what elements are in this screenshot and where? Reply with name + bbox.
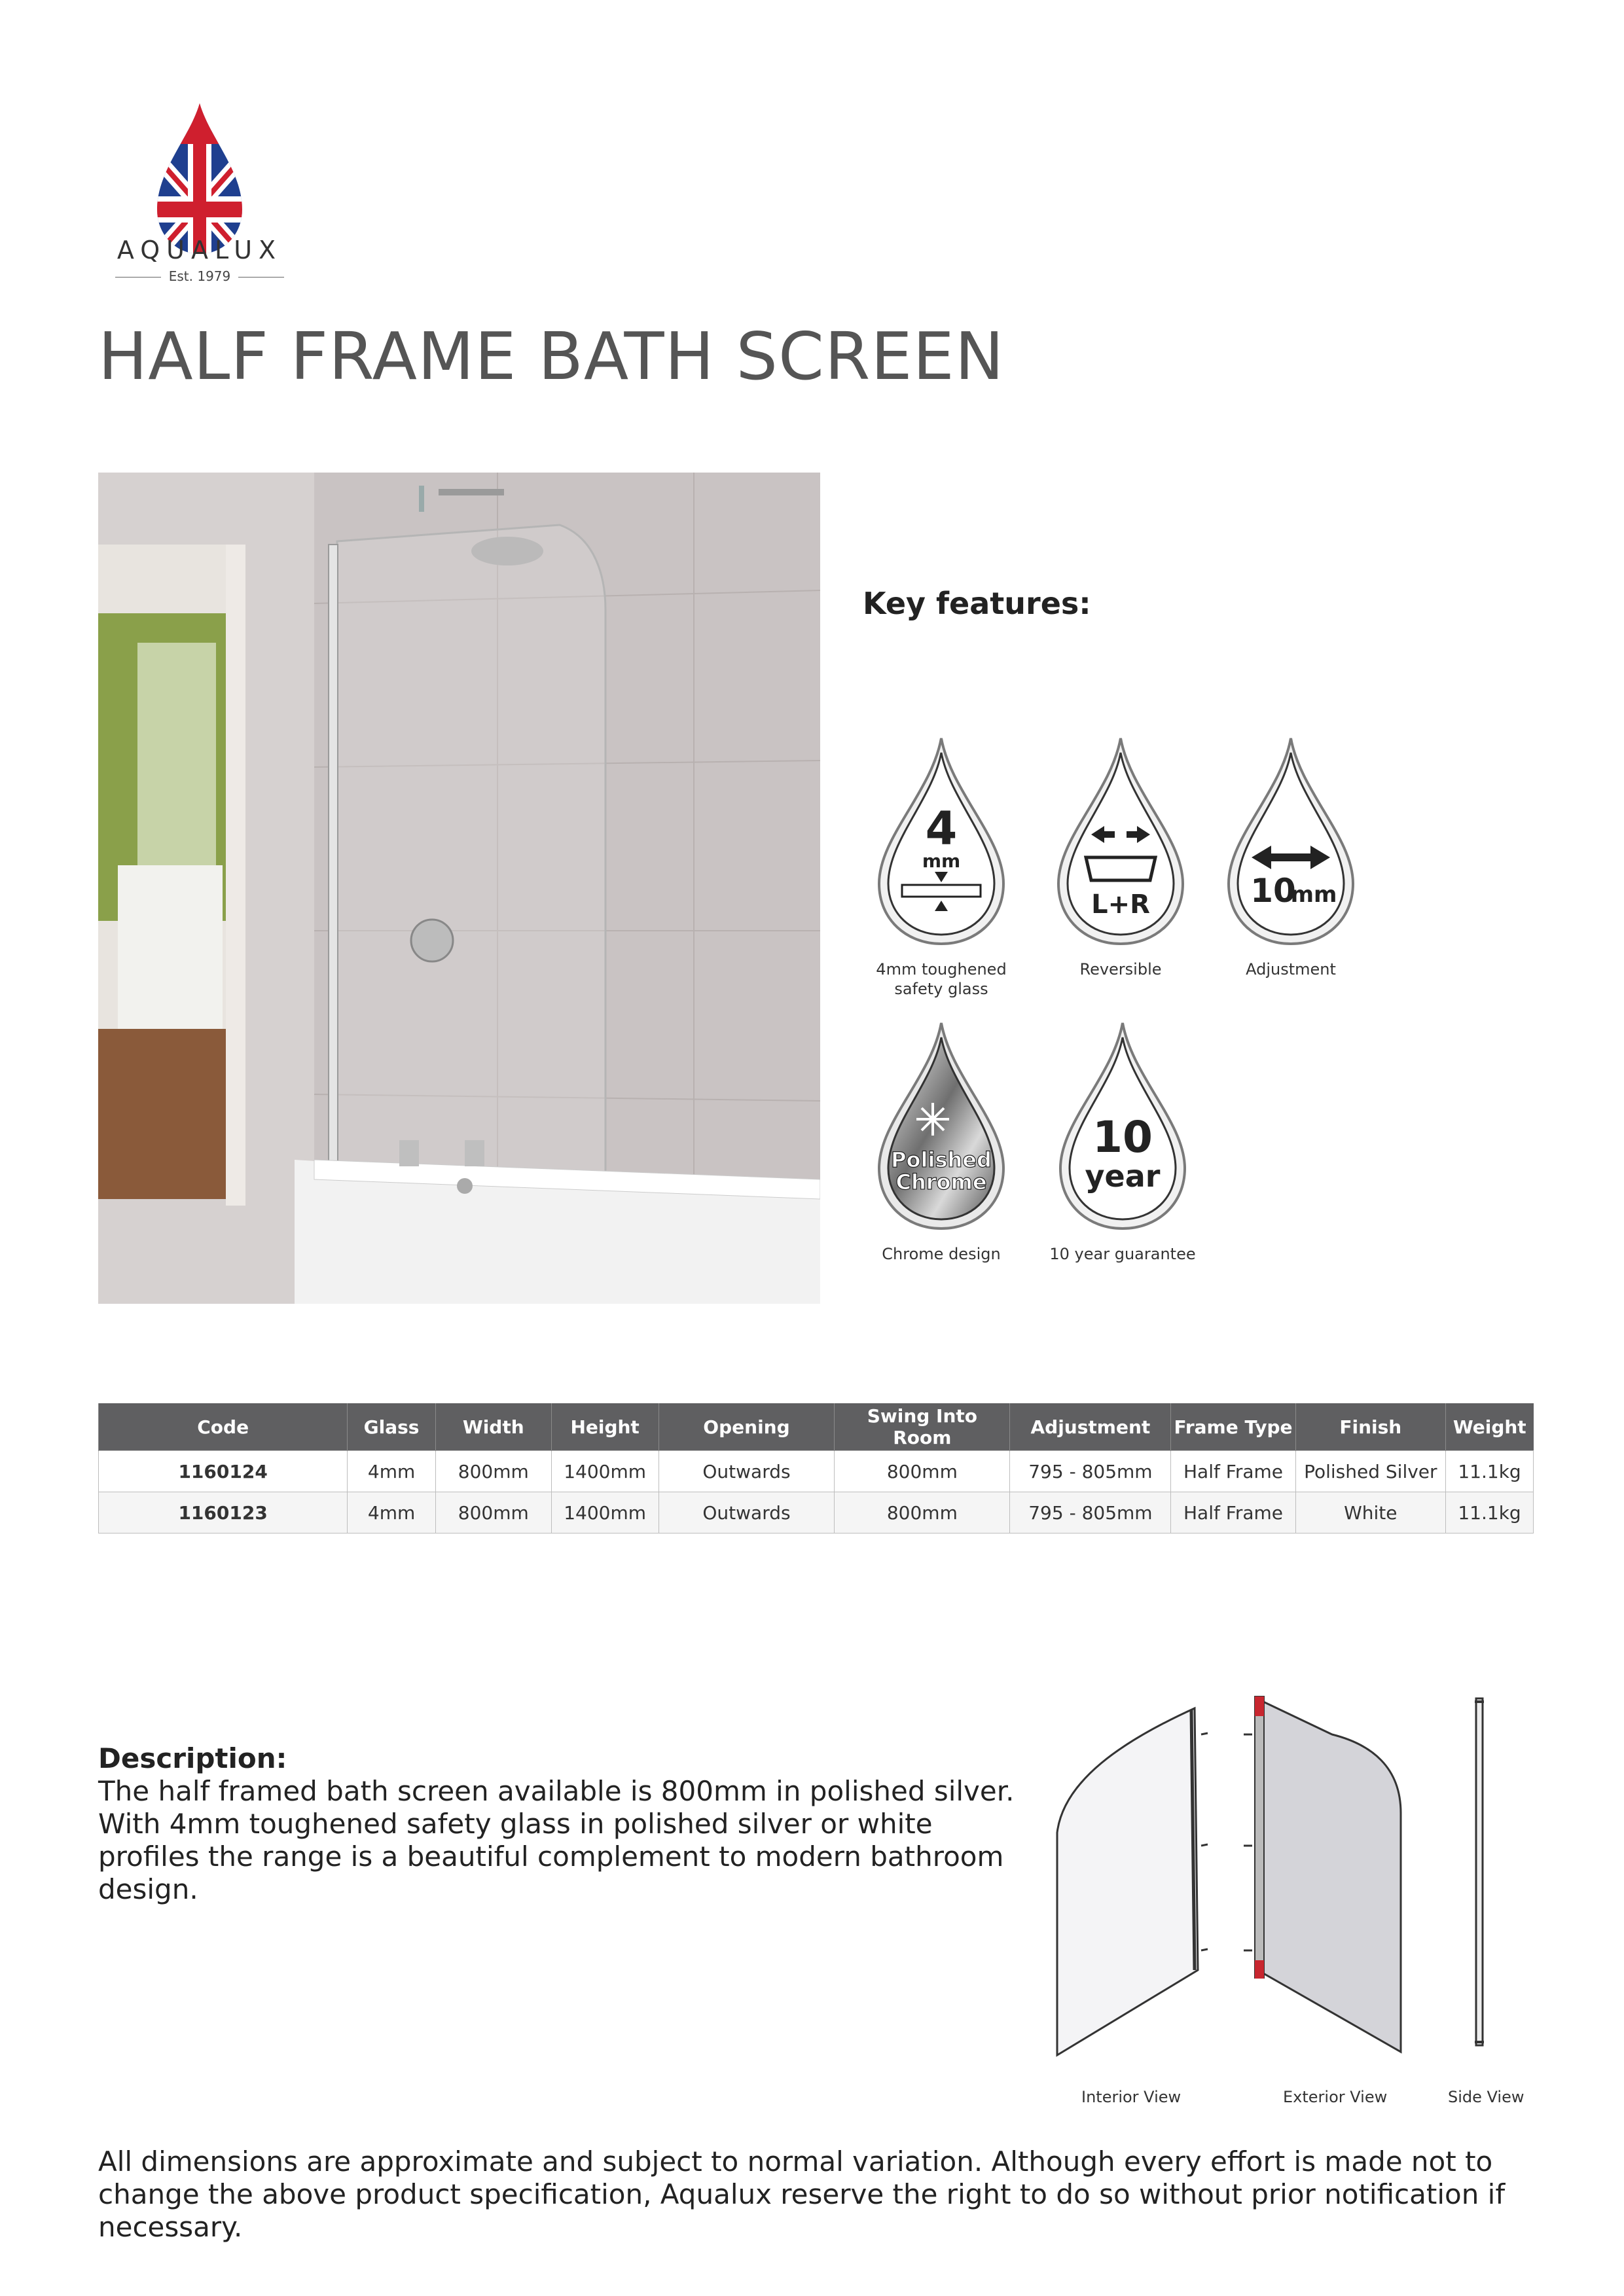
feature-adjustment <box>1212 733 1369 979</box>
table-row <box>99 1451 1534 1492</box>
cell-opening: Outwards <box>659 1451 835 1492</box>
interior-view-drawing <box>1057 1708 1208 2055</box>
col-header-glass: Glass <box>348 1403 436 1451</box>
col-header-height: Height <box>551 1403 659 1451</box>
cell-frame-type: Half Frame <box>1171 1492 1295 1534</box>
feature-label-line1: 10 year guarantee <box>1049 1245 1196 1263</box>
col-header-swing: Swing Into Room <box>835 1403 1010 1451</box>
side-view-label: Side View <box>1448 2088 1525 2106</box>
logo-established: Est. 1979 <box>98 268 301 284</box>
feature-label-line1: Adjustment <box>1246 960 1336 978</box>
table-header-row <box>99 1403 1534 1451</box>
product-views-drawing <box>1044 1682 1542 2140</box>
svg-text:4: 4 <box>925 802 958 855</box>
svg-text:10: 10 <box>1250 872 1296 910</box>
col-header-adjustment: Adjustment <box>1010 1403 1171 1451</box>
cell-code: 1160123 <box>99 1492 348 1534</box>
cell-weight: 11.1kg <box>1446 1492 1534 1534</box>
cell-adjustment: 795 - 805mm <box>1010 1492 1171 1534</box>
feature-polished-chrome <box>863 1018 1020 1264</box>
feature-label-line1: Reversible <box>1079 960 1162 978</box>
polished-chrome-icon <box>873 1018 1010 1234</box>
svg-text:mm: mm <box>922 850 961 872</box>
cell-width: 800mm <box>435 1492 551 1534</box>
feature-reversible <box>1042 733 1199 979</box>
cell-glass: 4mm <box>348 1451 436 1492</box>
svg-text:year: year <box>1085 1158 1161 1194</box>
cell-height: 1400mm <box>551 1451 659 1492</box>
cell-swing: 800mm <box>835 1492 1010 1534</box>
feature-label-line2: safety glass <box>894 980 988 998</box>
cell-weight: 11.1kg <box>1446 1451 1534 1492</box>
cell-glass: 4mm <box>348 1492 436 1534</box>
cell-finish: White <box>1295 1492 1445 1534</box>
col-header-code: Code <box>99 1403 348 1451</box>
key-features-heading: Key features: <box>863 586 1091 621</box>
feature-10-year-guarantee <box>1044 1018 1201 1264</box>
4mm-glass-icon <box>873 733 1010 949</box>
cell-height: 1400mm <box>551 1492 659 1534</box>
logo-wordmark: AQUALUX <box>117 236 283 264</box>
side-view-drawing <box>1475 1698 1484 2045</box>
svg-text:10: 10 <box>1092 1112 1153 1162</box>
description-text: The half framed bath screen available is 800mm in polished silver. With 4mm toughened safety glass in polished silver or white profiles the range is a beautiful complement to modern bathroom design. <box>98 1775 1015 1905</box>
spec-table <box>98 1403 1534 1534</box>
col-header-weight: Weight <box>1446 1403 1534 1451</box>
cell-swing: 800mm <box>835 1451 1010 1492</box>
feature-4mm-glass <box>863 733 1020 999</box>
disclaimer-text: All dimensions are approximate and subject to normal variation. Although every effort is made not to change the above product specification, Aqualux reserve the right to do so without prior notification if necessary. <box>98 2145 1506 2243</box>
feature-label-line1: Chrome design <box>882 1245 1001 1263</box>
product-photo <box>98 473 820 1304</box>
page-title: HALF FRAME BATH SCREEN <box>98 318 1005 395</box>
feature-label-line1: 4mm toughened <box>876 960 1007 978</box>
cell-opening: Outwards <box>659 1492 835 1534</box>
cell-adjustment: 795 - 805mm <box>1010 1451 1171 1492</box>
cell-width: 800mm <box>435 1451 551 1492</box>
svg-text:mm: mm <box>1290 882 1337 908</box>
svg-text:Polished: Polished <box>891 1147 992 1172</box>
exterior-view-drawing <box>1244 1696 1401 2052</box>
exterior-view-label: Exterior View <box>1283 2088 1388 2106</box>
reversible-bath-icon <box>1052 733 1189 949</box>
col-header-opening: Opening <box>659 1403 835 1451</box>
col-header-width: Width <box>435 1403 551 1451</box>
table-row <box>99 1492 1534 1534</box>
svg-text:Chrome: Chrome <box>895 1170 987 1194</box>
cell-finish: Polished Silver <box>1295 1451 1445 1492</box>
adjustment-arrow-icon <box>1222 733 1360 949</box>
description-heading: Description: <box>98 1742 287 1774</box>
svg-text:L+R: L+R <box>1091 889 1150 920</box>
col-header-finish: Finish <box>1295 1403 1445 1451</box>
col-header-frame-type: Frame Type <box>1171 1403 1295 1451</box>
interior-view-label: Interior View <box>1081 2088 1182 2106</box>
cell-frame-type: Half Frame <box>1171 1451 1295 1492</box>
10-year-guarantee-icon <box>1054 1018 1191 1234</box>
cell-code: 1160124 <box>99 1451 348 1492</box>
